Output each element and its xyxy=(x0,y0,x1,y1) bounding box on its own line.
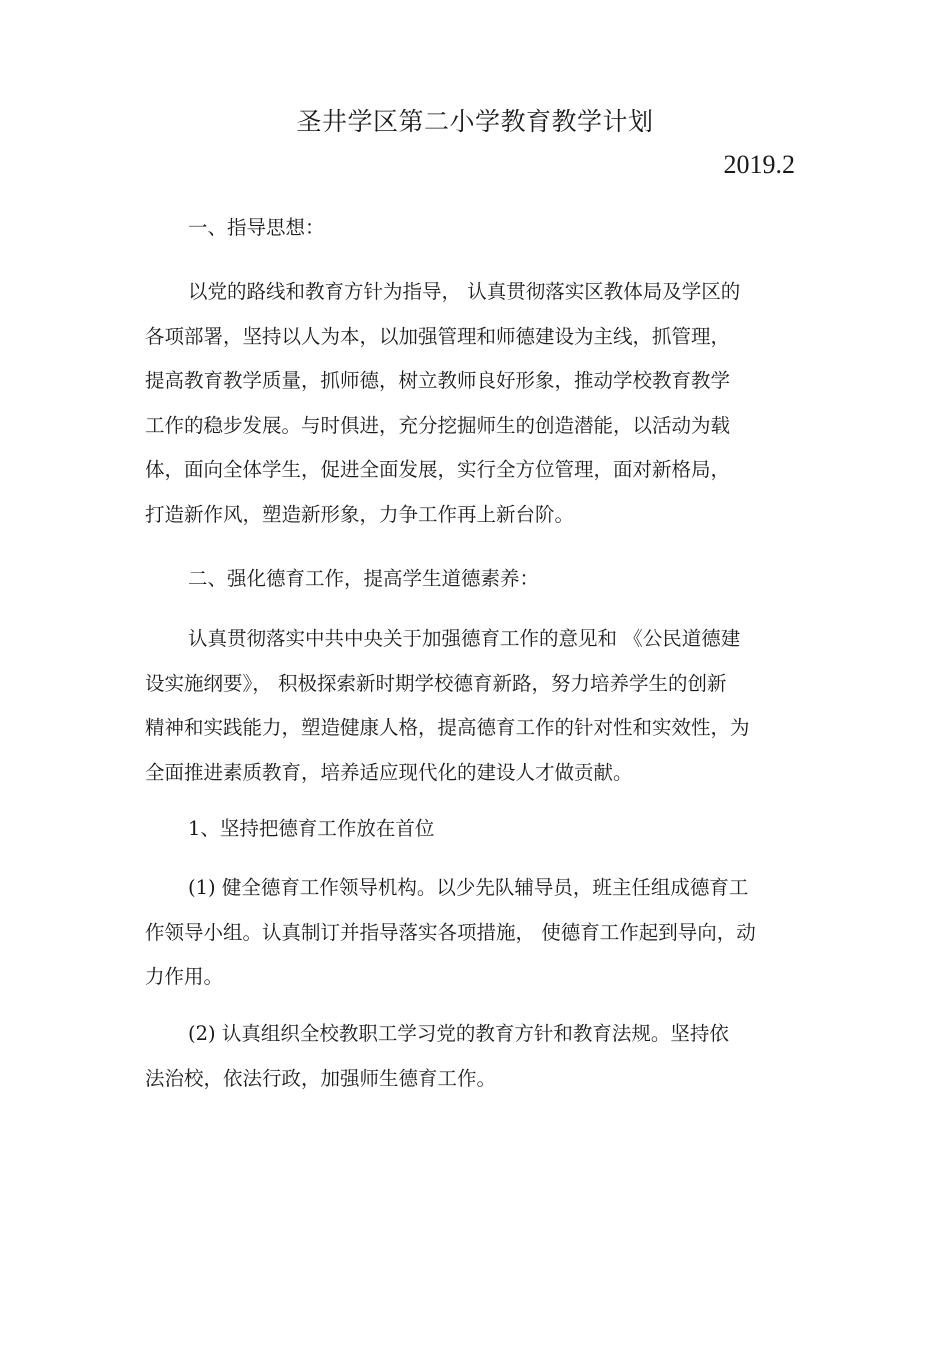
subsection-heading-priority: 1、坚持把德育工作放在首位 xyxy=(188,817,435,840)
document-date: 2019.2 xyxy=(723,150,795,179)
paragraph-item-1 xyxy=(145,866,805,1000)
text-line: 法治校，依法行政，加强师生德育工作。 xyxy=(145,1066,497,1090)
text-line: 提高教育教学质量，抓师德，树立教师良好形象，推动学校教育教学 xyxy=(145,369,731,392)
text-line: 工作的稳步发展。与时俱进，充分挖掘师生的创造潜能，以活动为载 xyxy=(145,413,731,437)
text-line: 以党的路线和教育方针为指导， 认真贯彻落实区教体局及学区的 xyxy=(188,280,741,303)
text-line: 认真贯彻落实中共中央关于加强德育工作的意见和 《公民道德建 xyxy=(188,627,741,650)
document-title: 圣井学区第二小学教育教学计划 xyxy=(296,107,654,136)
text-line: 力作用。 xyxy=(145,965,224,988)
text-line: 设实施纲要》， 积极探索新时期学校德育新路，努力培养学生的创新 xyxy=(145,671,727,695)
text-line: 精神和实践能力，塑造健康人格，提高德育工作的针对性和实效性，为 xyxy=(145,716,750,739)
text-line: (1) 健全德育工作领导机构。以少先队辅导员，班主任组成德育工 xyxy=(188,876,749,899)
paragraph-item-2 xyxy=(145,1012,805,1101)
section-heading-guiding-thought: 一、指导思想： xyxy=(188,216,325,239)
text-line: 作领导小组。认真制订并指导落实各项措施， 使德育工作起到导向，动 xyxy=(145,920,756,944)
text-line: 体，面向全体学生，促进全面发展，实行全方位管理，面对新格局， xyxy=(145,458,731,481)
text-line: 打造新作风，塑造新形象，力争工作再上新台阶。 xyxy=(145,502,575,526)
paragraph-guiding-thought xyxy=(145,270,805,537)
text-line: 全面推进素质教育，培养适应现代化的建设人才做贡献。 xyxy=(145,760,633,784)
text-line: 各项部署，坚持以人为本，以加强管理和师德建设为主线，抓管理， xyxy=(145,324,731,348)
text-line: (2) 认真组织全校教职工学习党的教育方针和教育法规。坚持依 xyxy=(188,1022,729,1045)
paragraph-moral-education xyxy=(145,617,805,795)
section-heading-moral-education: 二、强化德育工作，提高学生道德素养： xyxy=(188,567,540,590)
